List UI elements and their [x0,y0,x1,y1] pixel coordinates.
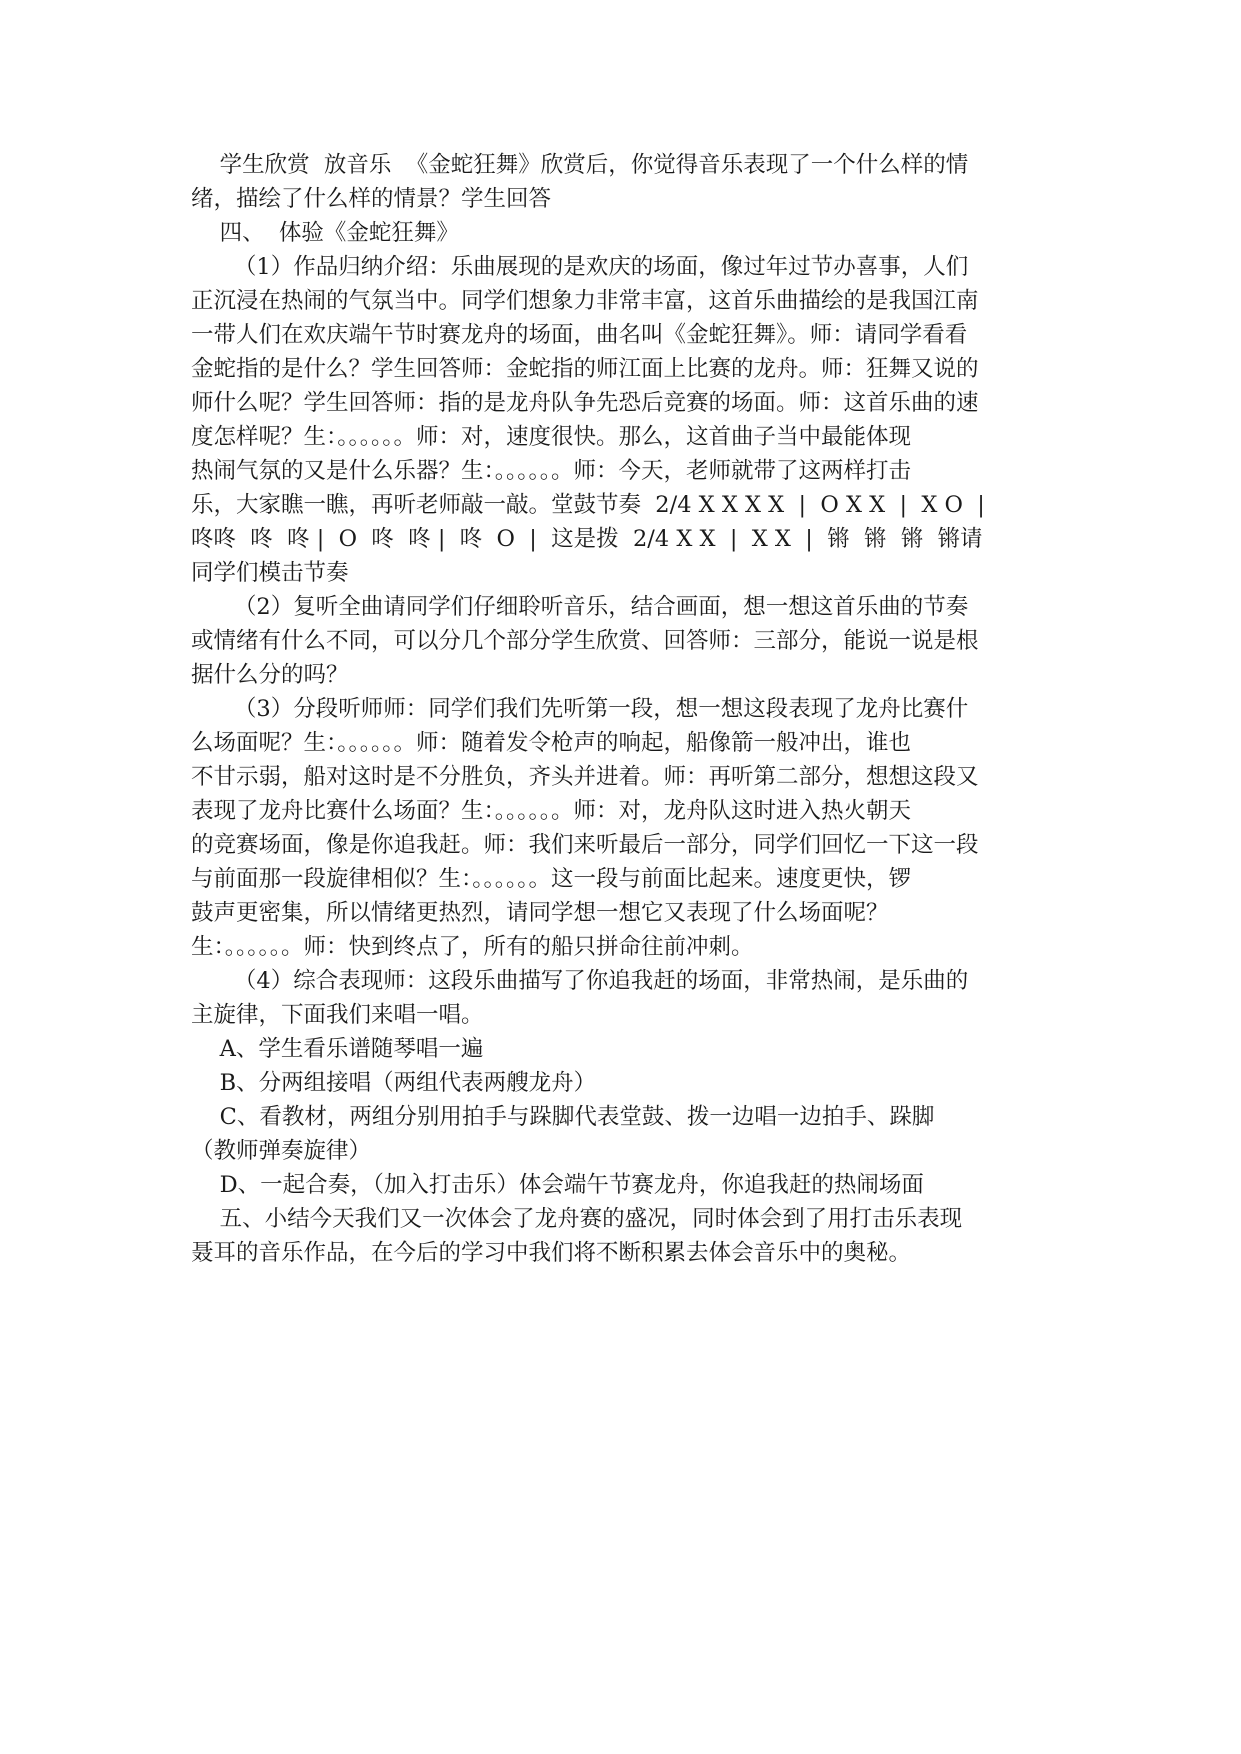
text-line: （1）作品归纳介绍：乐曲展现的是欢庆的场面，像过年过节办喜事，人们 [191,254,969,280]
rhythm-line: 乐，大家瞧一瞧，再听老师敲一敲。堂鼓节奏 2/4 X X X X | O X X | X O | [191,492,985,518]
text-line: （2）复听全曲请同学们仔细聆听音乐，结合画面，想一想这首乐曲的节奏 [191,594,969,620]
text-line: 师什么呢？学生回答师：指的是龙舟队争先恐后竞赛的场面。师：这首乐曲的速 [191,390,979,416]
text-line: 表现了龙舟比赛什么场面？生：。。。。。。师：对，龙舟队这时进入热火朝天 [191,798,912,824]
text-line: 绪，描绘了什么样的情景？学生回答 [191,186,552,212]
text-line: 鼓声更密集，所以情绪更热烈，请同学想一想它又表现了什么场面呢？ [191,900,889,926]
list-item: A、学生看乐谱随琴唱一遍 [191,1036,484,1062]
text-line: 聂耳的音乐作品，在今后的学习中我们将不断积累去体会音乐中的奥秘。 [191,1240,912,1266]
document-body [191,148,1061,1270]
text-line: （教师弹奏旋律） [191,1138,372,1164]
text-line: 主旋律，下面我们来唱一唱。 [191,1002,484,1028]
text-line: 或情绪有什么不同，可以分几个部分学生欣赏、回答师：三部分，能说一说是根 [191,628,979,654]
text-line: 度怎样呢？生：。。。。。。师：对，速度很快。那么，这首曲子当中最能体现 [191,424,912,450]
text-line: 金蛇指的是什么？学生回答师：金蛇指的师江面上比赛的龙舟。师：狂舞又说的 [191,356,979,382]
text-line: 生：。。。。。。师：快到终点了，所有的船只拼命往前冲刺。 [191,934,754,960]
section-heading: 四、 体验《金蛇狂舞》 [191,220,459,246]
text-line: 同学们模击节奏 [191,560,349,586]
list-item: B、分两组接唱（两组代表两艘龙舟） [191,1070,597,1096]
text-line: 不甘示弱，船对这时是不分胜负，齐头并进着。师：再听第二部分，想想这段又 [191,764,979,790]
text-line: （3）分段听师师：同学们我们先听第一段，想一想这段表现了龙舟比赛什 [191,696,969,722]
text-line: 正沉浸在热闹的气氛当中。同学们想象力非常丰富，这首乐曲描绘的是我国江南 [191,288,979,314]
text-line: 的竞赛场面，像是你追我赶。师：我们来听最后一部分，同学们回忆一下这一段 [191,832,979,858]
text-line: 么场面呢？生：。。。。。。师：随着发令枪声的响起，船像箭一般冲出，谁也 [191,730,912,756]
list-item: D、一起合奏，（加入打击乐）体会端午节赛龙舟，你追我赶的热闹场面 [191,1172,924,1198]
text-line: （4）综合表现师：这段乐曲描写了你追我赶的场面，非常热闹，是乐曲的 [191,968,969,994]
text-line: 学生欣赏 放音乐 《金蛇狂舞》欣赏后，你觉得音乐表现了一个什么样的情 [191,152,969,178]
text-line: 一带人们在欢庆端午节时赛龙舟的场面，曲名叫《金蛇狂舞》。师：请同学看看 [191,322,968,348]
rhythm-line: 咚咚 咚 咚 | O 咚 咚 | 咚 O | 这是拨 2/4 X X | X X | 锵 锵 锵 锵请 [191,526,983,552]
section-heading: 五、小结今天我们又一次体会了龙舟赛的盛况，同时体会到了用打击乐表现 [191,1206,963,1232]
text-line: 据什么分的吗？ [191,662,349,688]
list-item: C、看教材，两组分别用拍手与跺脚代表堂鼓、拨一边唱一边拍手、跺脚 [191,1104,935,1130]
text-line: 热闹气氛的又是什么乐器？生：。。。。。。师：今天，老师就带了这两样打击 [191,458,912,484]
text-line: 与前面那一段旋律相似？生：。。。。。。这一段与前面比起来。速度更快，锣 [191,866,912,892]
